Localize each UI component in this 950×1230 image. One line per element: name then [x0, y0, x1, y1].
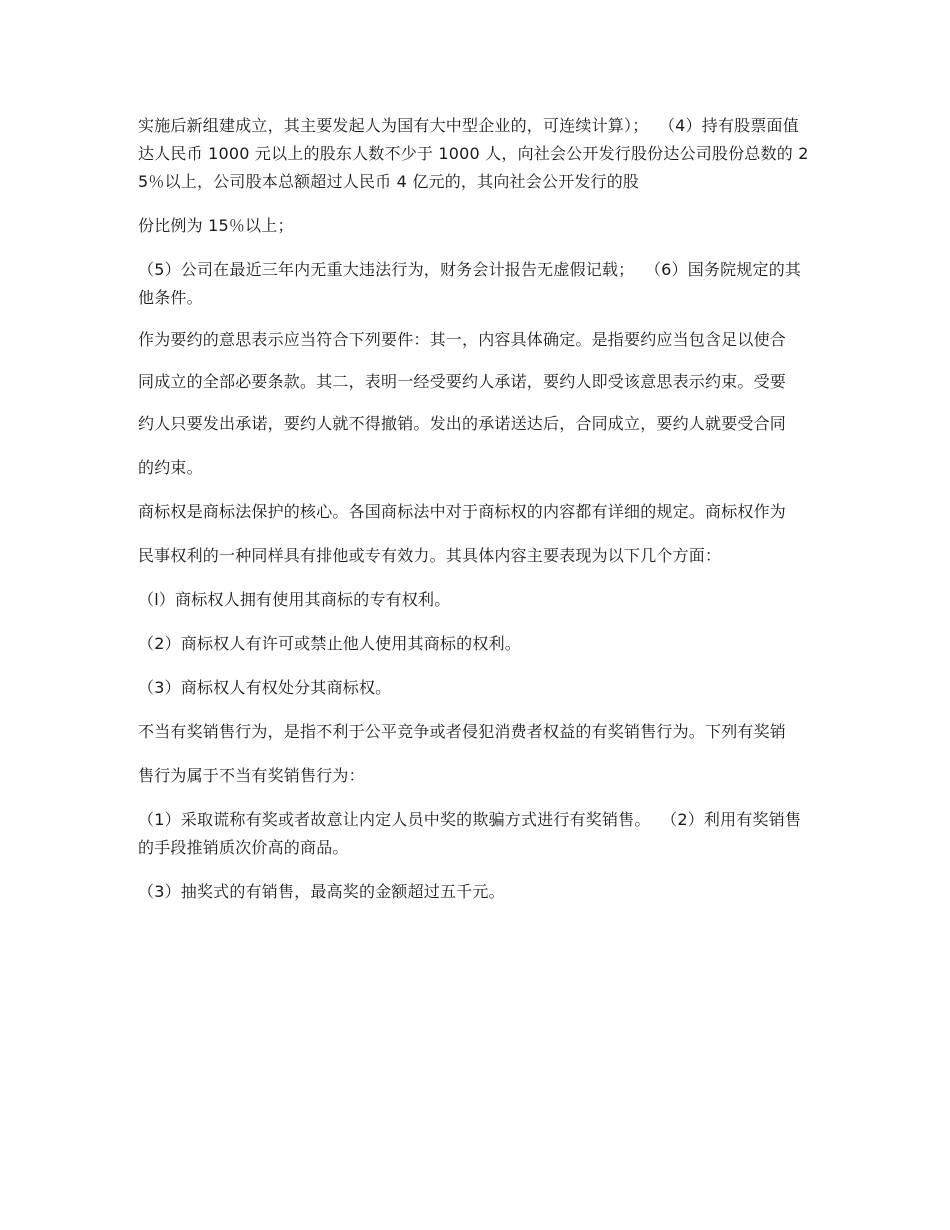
list-item-trademark-disposal: （3）商标权人有权处分其商标权。	[138, 678, 392, 697]
paragraph-offer-acceptance: 约人只要发出承诺，要约人就不得撤销。发出的承诺送达后，合同成立，要约人就要受合同	[138, 414, 787, 433]
paragraph-trademark-core: 商标权是商标法保护的核心。各国商标法中对于商标权的内容都有详细的规定。商标权作为	[138, 502, 787, 521]
paragraph-contract-binding: 的约束。	[138, 458, 203, 477]
list-item-trademark-use: （l）商标权人拥有使用其商标的专有权利。	[138, 590, 451, 609]
document-body	[138, 112, 812, 906]
paragraph-no-violations: （5）公司在最近三年内无重大违法行为，财务会计报告无虚假记载； （6）国务院规定的其他条件。	[138, 260, 802, 307]
paragraph-offer-requirements: 作为要约的意思表示应当符合下列要件：其一，内容具体确定。是指要约应当包含足以使合	[138, 330, 787, 349]
paragraph-offer-terms: 同成立的全部必要条款。其二，表明一经受要约人承诺，要约人即受该意思表示约束。受要	[138, 372, 787, 391]
paragraph-share-ratio: 份比例为 15％以上；	[138, 216, 294, 235]
paragraph-company-listing-conditions: 实施后新组建成立，其主要发起人为国有大中型企业的，可连续计算）； （4）持有股票面值达人民币 1000 元以上的股东人数不少于 1000 人，向社会公开发行股份达公司股份总数的 25％以上，公司股本总额超过人民币 4 亿元的，其向社会公开发行的股	[138, 116, 809, 191]
list-item-deceptive-prize: （1）采取谎称有奖或者故意让内定人员中奖的欺骗方式进行有奖销售。 （2）利用有奖销售的手段推销质次价高的商品。	[138, 810, 802, 857]
list-item-trademark-license: （2）商标权人有许可或禁止他人使用其商标的权利。	[138, 634, 521, 653]
list-item-lottery-limit: （3）抽奖式的有销售，最高奖的金额超过五千元。	[138, 882, 505, 901]
paragraph-prize-sales-types: 售行为属于不当有奖销售行为：	[138, 766, 365, 785]
paragraph-trademark-content: 民事权利的一种同样具有排他或专有效力。其具体内容主要表现为以下几个方面：	[138, 546, 722, 565]
paragraph-improper-prize-sales: 不当有奖销售行为，是指不利于公平竞争或者侵犯消费者权益的有奖销售行为。下列有奖销	[138, 722, 787, 741]
